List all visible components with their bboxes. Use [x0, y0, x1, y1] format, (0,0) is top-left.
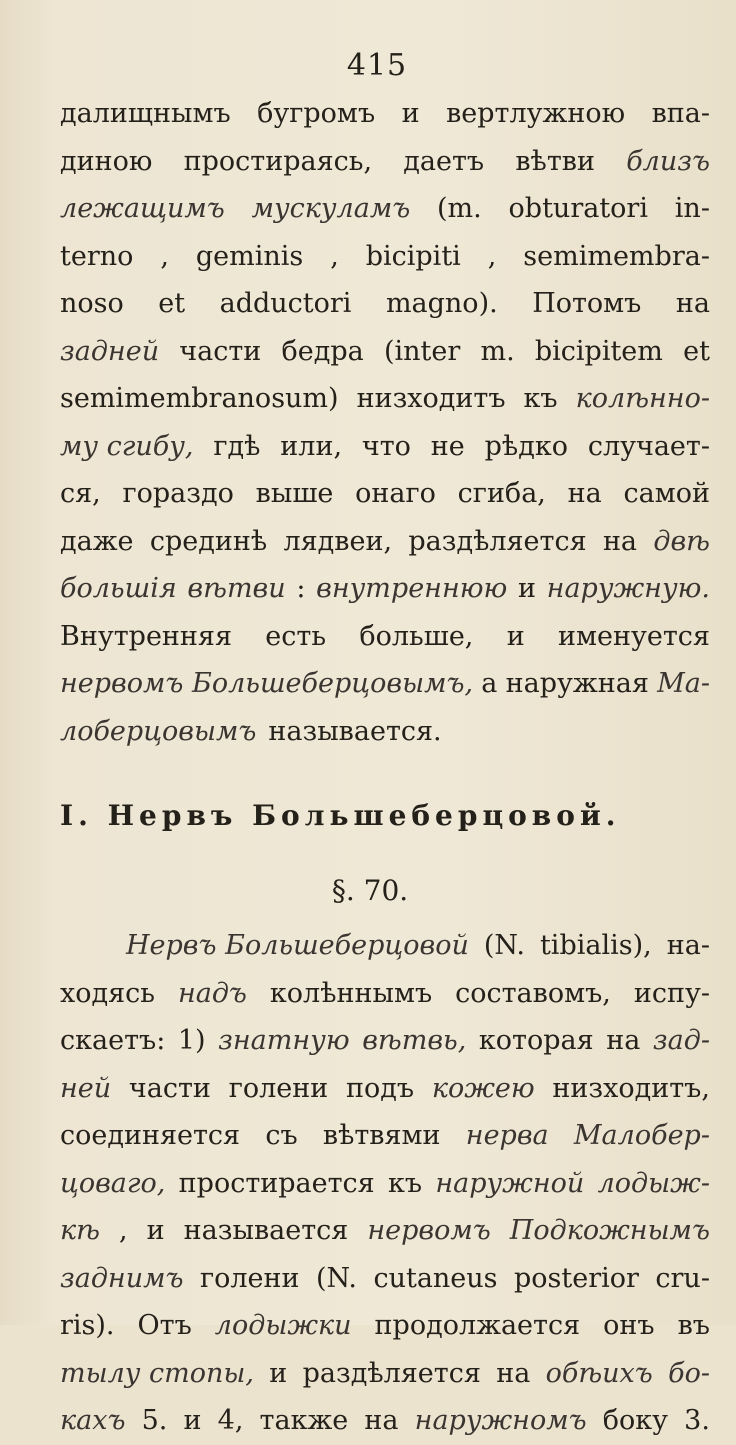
text-line [60, 1207, 710, 1255]
text-line [60, 423, 710, 471]
text-line [60, 518, 710, 566]
word: 5. [141, 1405, 168, 1436]
word: и [401, 98, 420, 129]
word: даже [60, 525, 134, 557]
word: наружная [505, 668, 649, 699]
page-number: 415 [346, 48, 408, 83]
italic-term: близъ [626, 145, 710, 177]
italic-term: знатную [218, 1025, 350, 1056]
word: именуется [558, 620, 710, 652]
word: части [179, 335, 262, 367]
word: выше [255, 478, 334, 509]
text-line [60, 922, 710, 970]
word: бугромъ [257, 98, 376, 129]
italic-term: лоберцовымъ [60, 715, 257, 747]
text-line [60, 970, 710, 1018]
word: раздѣляется [302, 1357, 481, 1389]
italic-term: лодыж- [597, 1167, 710, 1199]
word: Внутренняя [60, 620, 232, 652]
word: далищнымъ [60, 98, 231, 129]
word: съ [265, 1120, 298, 1151]
text-line [60, 565, 710, 613]
word: на [602, 525, 638, 557]
word: голени [199, 1262, 300, 1294]
word: Отъ [137, 1310, 192, 1341]
word: или, [280, 430, 343, 462]
italic-term: вѣтви [187, 573, 286, 604]
word: не [430, 430, 465, 462]
italic-term: Нервъ Большеберцовой [126, 930, 469, 961]
italic-term: нервомъ Большеберцовымъ, [60, 668, 474, 699]
italic-term: зад- [652, 1025, 710, 1056]
word: и [146, 1215, 165, 1246]
word: posterior [514, 1262, 639, 1294]
text-line [60, 328, 710, 376]
word: испу- [633, 977, 710, 1009]
word: составомъ, [455, 977, 611, 1009]
word: также [259, 1405, 349, 1436]
section-number: §. 70. [331, 874, 409, 907]
italic-term: наружномъ [414, 1405, 587, 1436]
italic-term: му сгибу, [60, 430, 194, 462]
word: 3. [684, 1405, 710, 1436]
word: гораздо [122, 478, 234, 509]
italic-term: цоваго, [60, 1167, 166, 1199]
word: которая [478, 1025, 594, 1056]
word: Потомъ [532, 288, 642, 319]
word: (m. [437, 193, 482, 224]
word: къ [388, 1167, 423, 1199]
word: подъ [346, 1072, 415, 1104]
word: et [683, 335, 710, 367]
word: раздѣляется [408, 525, 587, 557]
text-line [60, 1350, 710, 1398]
italic-term: Малобер- [573, 1120, 710, 1151]
word: magno). [385, 288, 498, 319]
word: соединяется [60, 1120, 241, 1151]
word: на [567, 478, 602, 509]
text-line [60, 138, 710, 186]
word: obturatori [508, 193, 648, 224]
italic-term: большія [60, 573, 177, 604]
word: низходитъ, [552, 1072, 710, 1104]
word: и [183, 1405, 202, 1436]
word: голени [228, 1072, 329, 1104]
word: ся, [60, 478, 101, 509]
word: простирается [178, 1167, 375, 1199]
section-heading: I. Нервъ Большеберцовой. [60, 799, 621, 832]
text-line [60, 280, 710, 328]
word: вѣтвями [322, 1120, 441, 1151]
word: cru- [655, 1262, 710, 1294]
word: есть [265, 620, 327, 652]
word: даетъ [403, 145, 485, 177]
word: сгиба, [457, 478, 546, 509]
italic-term: наружной [435, 1167, 585, 1199]
word: лядвеи, [283, 525, 393, 557]
text-line [60, 90, 710, 138]
word: случает- [587, 430, 710, 462]
word: больше, [359, 620, 474, 652]
word: бедра [281, 335, 364, 367]
word: онаго [355, 478, 436, 509]
word: низходитъ [356, 383, 506, 414]
text-line [60, 375, 710, 423]
word: онъ [603, 1310, 655, 1341]
word: ris). [60, 1310, 115, 1341]
italic-term: нерва [465, 1120, 549, 1151]
italic-term: колѣнно- [575, 383, 710, 414]
word: на [606, 1025, 641, 1056]
text-line [60, 613, 710, 661]
word: называется. [268, 715, 442, 747]
word: въ [677, 1310, 710, 1341]
word: geminis [195, 240, 304, 272]
italic-term: наружную. [546, 573, 710, 604]
word: и [517, 573, 536, 604]
word: m. [480, 335, 515, 367]
word: рѣдко [484, 430, 568, 462]
word: 4, [217, 1405, 244, 1436]
italic-term: нервомъ [367, 1215, 491, 1246]
word: , [160, 240, 169, 272]
italic-term: заднимъ [60, 1262, 184, 1294]
word: къ [523, 383, 558, 414]
word: продолжается [374, 1310, 581, 1341]
word: на [675, 288, 710, 319]
italic-term: двѣ [653, 525, 710, 557]
italic-term: ней [60, 1072, 112, 1104]
word: cutaneus [373, 1262, 498, 1294]
word: что [361, 430, 411, 462]
word: bicipitem [534, 335, 663, 367]
word: и [506, 620, 525, 652]
word: а [481, 668, 498, 699]
word: adductori [219, 288, 352, 319]
word: in- [674, 193, 710, 224]
word: , [487, 240, 497, 272]
word: tibialis), [539, 930, 652, 961]
word: (N. [315, 1262, 357, 1294]
text-line [60, 1397, 710, 1445]
italic-term: Ма- [657, 668, 710, 699]
word: на- [666, 930, 710, 961]
text-line [60, 1017, 710, 1065]
word: вѣтви [515, 145, 595, 177]
word: гдѣ [213, 430, 261, 462]
word: называется [183, 1215, 349, 1246]
word: на [496, 1357, 531, 1389]
text-line [60, 1302, 710, 1350]
text-line [60, 470, 710, 518]
word: , [330, 240, 339, 272]
word: : [296, 573, 306, 604]
word: скаетъ: [60, 1025, 166, 1056]
word: части [128, 1072, 211, 1104]
text-line [60, 1065, 710, 1113]
word: диною [60, 145, 153, 177]
word: боку [602, 1405, 669, 1436]
text-line [60, 185, 710, 233]
word: (N. [483, 930, 525, 961]
word: простираясь, [183, 145, 373, 177]
italic-term: тылу стопы, [60, 1357, 254, 1389]
word: впа- [651, 98, 710, 129]
italic-term: надъ [177, 977, 247, 1009]
word: вертлужною [446, 98, 626, 129]
word: bicipiti [365, 240, 461, 272]
italic-term: обѣихъ [545, 1357, 653, 1389]
text-line [60, 1255, 710, 1303]
italic-term: вѣтвь, [362, 1025, 467, 1056]
word: 1) [177, 1025, 206, 1056]
word: noso [60, 288, 124, 319]
italic-term: лодыжки [214, 1310, 352, 1341]
word: terno [60, 240, 134, 272]
word: semimembranosum) [60, 383, 339, 414]
paragraph-tibial-nerve [60, 922, 710, 1445]
word: срединѣ [149, 525, 268, 557]
italic-term: кѣ [60, 1215, 100, 1246]
italic-term: кахъ [60, 1405, 126, 1436]
italic-term: лежащимъ [60, 193, 225, 224]
text-line [60, 708, 710, 756]
italic-term: бо- [668, 1357, 710, 1389]
italic-term: задней [60, 335, 160, 367]
word: на [364, 1405, 399, 1436]
italic-term: Подкожнымъ [509, 1215, 710, 1246]
word: , [118, 1215, 128, 1246]
paragraph-nerve-course [60, 90, 710, 755]
word: (inter [383, 335, 461, 367]
italic-term: кожею [431, 1072, 535, 1104]
text-line [60, 660, 710, 708]
italic-term: внутреннюю [316, 573, 508, 604]
word: et [158, 288, 186, 319]
italic-term: мускуламъ [251, 193, 411, 224]
word: и [269, 1357, 288, 1389]
word: колѣннымъ [269, 977, 433, 1009]
word: самой [623, 478, 710, 509]
text-line [60, 1112, 710, 1160]
text-line [60, 233, 710, 281]
text-line [60, 1160, 710, 1208]
word: semimembra- [523, 240, 710, 272]
word: ходясь [60, 977, 155, 1009]
